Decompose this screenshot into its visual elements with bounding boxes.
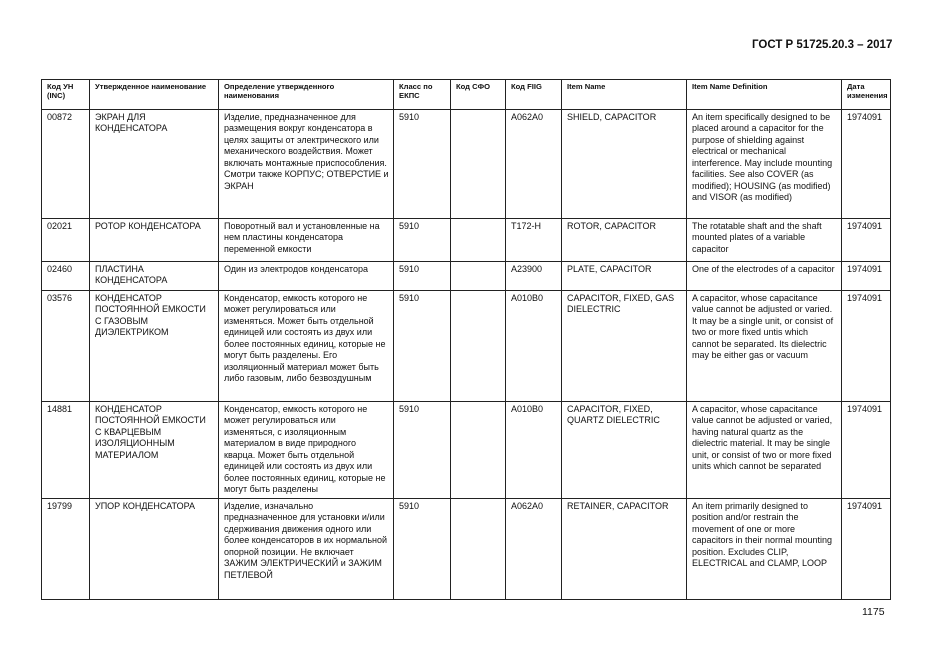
- table-row: [42, 219, 891, 262]
- cell-fiig-code: A23900: [506, 262, 562, 291]
- cell-ekps-class: 5910: [394, 291, 451, 402]
- cell-approved-name-definition: Один из электродов конденсатора: [219, 262, 394, 291]
- cell-approved-name: УПОР КОНДЕНСАТОРА: [90, 499, 219, 600]
- cell-ekps-class: 5910: [394, 499, 451, 600]
- page-number: 1175: [862, 606, 885, 618]
- cell-change-date: 1974091: [842, 110, 891, 219]
- cell-approved-name: ЭКРАН ДЛЯ КОНДЕНСАТОРА: [90, 110, 219, 219]
- cell-sfo-code: [451, 110, 506, 219]
- cell-change-date: 1974091: [842, 219, 891, 262]
- cell-sfo-code: [451, 219, 506, 262]
- document-standard-header: ГОСТ Р 51725.20.3 – 2017: [752, 39, 893, 51]
- cell-item-name: PLATE, CAPACITOR: [562, 262, 687, 291]
- column-header-approved-name-definition: Определение утвержденного наименования: [219, 80, 394, 110]
- cell-approved-name-definition: Изделие, предназначенное для размещения вокруг конденсатора в целях защиты от электрического или механического воздействия. Может включать монтажные приспособления. Смотри также КОРПУС; ОТВЕРСТИЕ и ЭКРАН: [219, 110, 394, 219]
- cell-item-name-definition: An item specifically designed to be placed around a capacitor for the purpose of shielding against electrical or mechanical interference. May include mounting facilities. See also COVER (as modified); HOUSING (as modified) and VISOR (as modified): [687, 110, 842, 219]
- cell-item-name: SHIELD, CAPACITOR: [562, 110, 687, 219]
- cell-ekps-class: 5910: [394, 262, 451, 291]
- cell-approved-name-definition: Конденсатор, емкость которого не может регулироваться или изменяться. Может быть отдельной единицей или состоять из двух или более постоянных единиц, которые не могут быть разделены. Его изоляционный материал может быть либо газовым, либо безвоздушным: [219, 291, 394, 402]
- column-header-inc: Код УН (INC): [42, 80, 90, 110]
- table-row: [42, 402, 891, 499]
- cell-approved-name-definition: Изделие, изначально предназначенное для установки и/или сдерживания движения одного или более конденсаторов в их нормальной опорной позиции. Не включает ЗАЖИМ ЭЛЕКТРИЧЕСКИЙ и ЗАЖИМ ПЕТЛЕВОЙ: [219, 499, 394, 600]
- cell-fiig-code: A010B0: [506, 291, 562, 402]
- cell-sfo-code: [451, 499, 506, 600]
- column-header-fiig-code: Код FIIG: [506, 80, 562, 110]
- cell-approved-name: ПЛАСТИНА КОНДЕНСАТОРА: [90, 262, 219, 291]
- cell-item-name: CAPACITOR, FIXED, QUARTZ DIELECTRIC: [562, 402, 687, 499]
- table-row: [42, 110, 891, 219]
- table-row: [42, 291, 891, 402]
- cell-sfo-code: [451, 262, 506, 291]
- column-header-item-name: Item Name: [562, 80, 687, 110]
- cell-item-name-definition: One of the electrodes of a capacitor: [687, 262, 842, 291]
- cell-change-date: 1974091: [842, 402, 891, 499]
- column-header-ekps-class: Класс по ЕКПС: [394, 80, 451, 110]
- cell-approved-name: РОТОР КОНДЕНСАТОРА: [90, 219, 219, 262]
- cell-ekps-class: 5910: [394, 110, 451, 219]
- cell-item-name: CAPACITOR, FIXED, GAS DIELECTRIC: [562, 291, 687, 402]
- cell-inc: 19799: [42, 499, 90, 600]
- cell-fiig-code: A010B0: [506, 402, 562, 499]
- cell-fiig-code: T172-H: [506, 219, 562, 262]
- cell-change-date: 1974091: [842, 499, 891, 600]
- cell-change-date: 1974091: [842, 262, 891, 291]
- cell-approved-name-definition: Поворотный вал и установленные на нем пластины конденсатора переменной емкости: [219, 219, 394, 262]
- column-header-change-date: Дата изменения: [842, 80, 891, 110]
- cell-inc: 03576: [42, 291, 90, 402]
- cell-change-date: 1974091: [842, 291, 891, 402]
- cell-item-name: RETAINER, CAPACITOR: [562, 499, 687, 600]
- table-row: [42, 499, 891, 600]
- cell-approved-name: КОНДЕНСАТОР ПОСТОЯННОЙ ЕМКОСТИ С ГАЗОВЫМ ДИЭЛЕКТРИКОМ: [90, 291, 219, 402]
- cell-fiig-code: A062A0: [506, 499, 562, 600]
- cell-sfo-code: [451, 291, 506, 402]
- table-header-row: [42, 80, 891, 110]
- cell-approved-name: КОНДЕНСАТОР ПОСТОЯННОЙ ЕМКОСТИ С КВАРЦЕВЫМ ИЗОЛЯЦИОННЫМ МАТЕРИАЛОМ: [90, 402, 219, 499]
- column-header-sfo-code: Код СФО: [451, 80, 506, 110]
- cell-inc: 02021: [42, 219, 90, 262]
- cell-ekps-class: 5910: [394, 402, 451, 499]
- column-header-item-name-definition: Item Name Definition: [687, 80, 842, 110]
- table-row: [42, 262, 891, 291]
- cell-inc: 00872: [42, 110, 90, 219]
- item-name-registry-table: [41, 79, 891, 600]
- cell-inc: 02460: [42, 262, 90, 291]
- cell-fiig-code: A062A0: [506, 110, 562, 219]
- cell-ekps-class: 5910: [394, 219, 451, 262]
- cell-sfo-code: [451, 402, 506, 499]
- cell-item-name-definition: An item primarily designed to position and/or restrain the movement of one or more capacitors in their normal mounting position. Excludes CLIP, ELECTRICAL and CLAMP, LOOP: [687, 499, 842, 600]
- cell-approved-name-definition: Конденсатор, емкость которого не может регулироваться или изменяться, с изоляционным материалом в виде природного кварца. Может быть отдельной единицей или состоять из двух или более постоянных единиц, которые не могут быть разделены: [219, 402, 394, 499]
- cell-item-name-definition: A capacitor, whose capacitance value cannot be adjusted or varied, having natural quartz as the dielectric material. It may be single unit, or consist of two or more fixed units which cannot be separated: [687, 402, 842, 499]
- cell-item-name-definition: The rotatable shaft and the shaft mounted plates of a variable capacitor: [687, 219, 842, 262]
- column-header-approved-name: Утвержденное наименование: [90, 80, 219, 110]
- cell-item-name-definition: A capacitor, whose capacitance value cannot be adjusted or varied. It may be a single unit, or consist of two or more fixed untis which cannot be separated. Its dielectric may be either gas or vacuum: [687, 291, 842, 402]
- cell-inc: 14881: [42, 402, 90, 499]
- cell-item-name: ROTOR, CAPACITOR: [562, 219, 687, 262]
